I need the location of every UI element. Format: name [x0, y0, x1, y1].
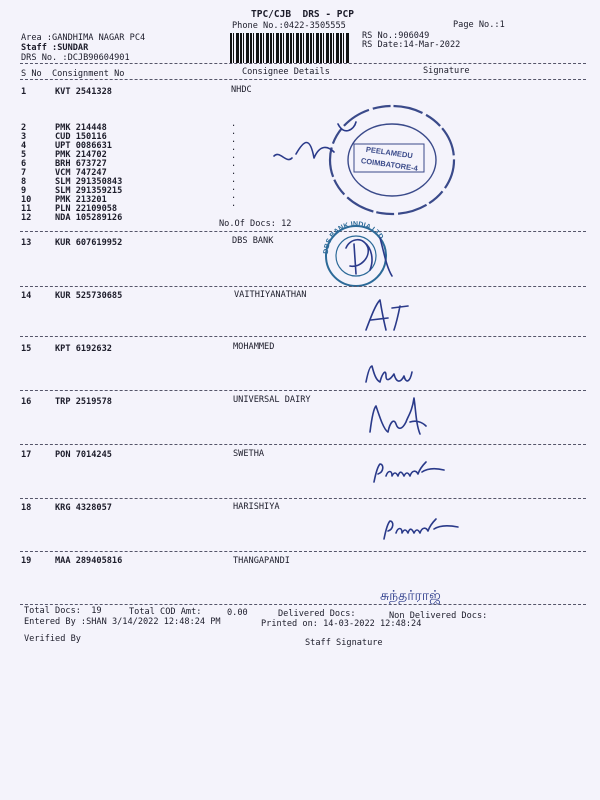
- consignment-no: PMK 213201: [55, 195, 107, 205]
- consignee-name: UNIVERSAL DAIRY: [233, 395, 311, 405]
- staff-signature-label: Staff Signature: [305, 638, 383, 648]
- consignment-no: KVT 2541328: [55, 87, 112, 97]
- post-office-line2: COIMBATORE-4: [360, 156, 419, 173]
- sno: 12: [21, 213, 32, 223]
- consignment-no: NDA 105289126: [55, 213, 123, 223]
- sno: 13: [21, 238, 32, 248]
- consignment-no: SLM 291359215: [55, 186, 123, 196]
- report-title: TPC/CJB DRS - PCP: [251, 9, 354, 20]
- delivered-docs: Delivered Docs:: [278, 609, 356, 619]
- rs-number: RS No.:906049: [362, 31, 430, 41]
- bank-stamp-text: DBS BANK INDIA LTD: [322, 220, 385, 255]
- column-rule: [20, 79, 586, 80]
- total-cod-label: Total COD Amt:: [129, 607, 202, 617]
- consignee-name: MOHAMMED: [233, 342, 275, 352]
- sno: 6: [21, 159, 27, 169]
- sno: 8: [21, 177, 27, 187]
- sno: 17: [21, 450, 32, 460]
- consignment-no: BRH 673727: [55, 159, 107, 169]
- consignee-name: HARISHIYA: [233, 502, 280, 512]
- consignee-name: NHDC: [231, 85, 252, 95]
- non-delivered-docs: Non Delivered Docs:: [389, 611, 488, 621]
- total-docs: Total Docs: 19: [24, 606, 102, 616]
- sno: 4: [21, 141, 27, 151]
- sno: 15: [21, 344, 32, 354]
- sno: 18: [21, 503, 32, 513]
- signature-15: [364, 362, 422, 388]
- col-sno: S No: [21, 69, 42, 79]
- signature-16: [366, 392, 430, 438]
- col-consignee: Consignee Details: [242, 67, 330, 77]
- consignment-no: KPT 6192632: [55, 344, 112, 354]
- consignment-no: VCM 747247: [55, 168, 107, 178]
- no-of-docs: No.Of Docs: 12: [219, 219, 292, 229]
- consignment-no: KRG 4328057: [55, 503, 112, 513]
- total-cod-value: 0.00: [227, 608, 248, 618]
- rs-date: RS Date:14-Mar-2022: [362, 40, 461, 50]
- row-rule: [20, 498, 586, 499]
- staff-label: Staff :SUNDAR: [21, 43, 89, 53]
- consignment-no: TRP 2519578: [55, 397, 112, 407]
- consignment-no: CUD 150116: [55, 132, 107, 142]
- sno: 14: [21, 291, 32, 301]
- post-office-stamp: [314, 96, 464, 216]
- sno: 19: [21, 556, 32, 566]
- sno: 11: [21, 204, 32, 214]
- signature-18: [380, 513, 464, 543]
- sno: 2: [21, 123, 27, 133]
- entered-by: Entered By :SHAN 3/14/2022 12:48:24 PM: [24, 617, 221, 627]
- row-rule: [20, 390, 586, 391]
- bank-stamp: [320, 218, 430, 288]
- signature-14: [362, 296, 422, 334]
- row-rule: [20, 551, 586, 552]
- sno: 1: [21, 87, 27, 97]
- col-consignment: Consignment No: [52, 69, 125, 79]
- signature-17: [370, 458, 450, 486]
- consignment-no: SLM 291350843: [55, 177, 123, 187]
- header-rule: [20, 63, 586, 64]
- row-rule: [20, 336, 586, 337]
- sno: 5: [21, 150, 27, 160]
- consignment-no: MAA 289405816: [55, 556, 123, 566]
- sno: 7: [21, 168, 27, 178]
- sno: 10: [21, 195, 32, 205]
- col-signature: Signature: [423, 66, 470, 76]
- printed-on: Printed on: 14-03-2022 12:48:24: [261, 619, 422, 629]
- consignment-no: PLN 22109058: [55, 204, 118, 214]
- consignee-name: THANGAPANDI: [233, 556, 290, 566]
- row-rule: [20, 231, 586, 232]
- sno: 16: [21, 397, 32, 407]
- ditto-marks: . . . . . . . . . . .: [231, 119, 237, 209]
- consignee-name: VAITHIYANATHAN: [234, 290, 307, 300]
- post-office-line1: PEELAMEDU: [365, 144, 414, 161]
- consignment-no: KUR 525730685: [55, 291, 123, 301]
- phone-number: Phone No.:0422-3505555: [232, 21, 346, 31]
- consignment-no: PON 7014245: [55, 450, 112, 460]
- consignment-no: UPT 0086631: [55, 141, 112, 151]
- consignment-no: KUR 607619952: [55, 238, 123, 248]
- row-rule: [20, 286, 586, 287]
- row-rule: [20, 444, 586, 445]
- consignee-name: DBS BANK: [232, 236, 274, 246]
- area-label: Area :GANDHIMA NAGAR PC4: [21, 33, 146, 43]
- verified-by: Verified By: [24, 634, 81, 644]
- barcode: [230, 33, 350, 63]
- consignee-name: SWETHA: [233, 449, 265, 459]
- sno: 9: [21, 186, 27, 196]
- footer-rule: [20, 604, 586, 605]
- handwritten-staff-name: சுந்தர்ராஜ்: [380, 588, 441, 604]
- consignment-no: PMK 214702: [55, 150, 107, 160]
- page-number: Page No.:1: [453, 20, 505, 30]
- drs-number: DRS No. :DCJB90604901: [21, 53, 130, 63]
- consignment-no: PMK 214448: [55, 123, 107, 133]
- sno: 3: [21, 132, 27, 142]
